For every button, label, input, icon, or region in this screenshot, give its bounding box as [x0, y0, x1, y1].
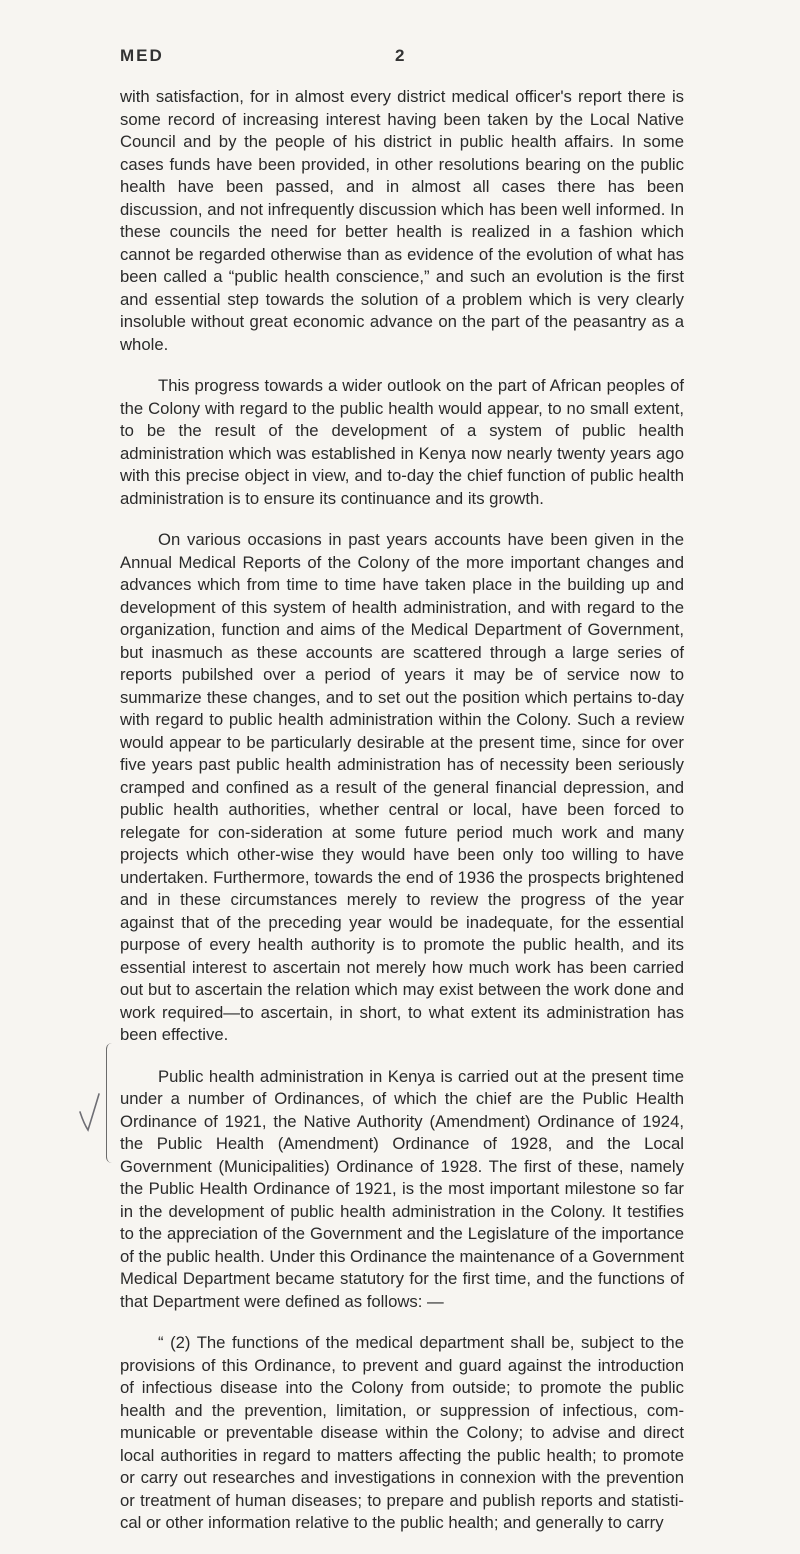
paragraph-annual-reports-review: On various occasions in past years accounts have been given in the Annual Medical Reports of the Colony of the more important changes and advances which from time to time have taken place in the building up and development of this system of health administration, and with regard to the organization, function and aims of the Medical Department of Government, but inasmuch as these accounts are scattered through a large series of reports pubilshed over a period of years it may be of service now to summarize these changes, and to set out the position which pertains to-day with regard to public health administration within the Colony. Such a review would appear to be particularly desirable at the present time, since for over five years past public health administration has of necessity been seriously cramped and confined as a result of the general financial depression, and public health authorities, whether central or local, have been forced to relegate for con-sideration at some future period much work and many projects which other-wise they would have been only too willing to have undertaken. Furthermore, towards the end of 1936 the prospects brightened and in these circumstances merely to review the progress of the year against that of the preceding year would be inadequate, for the essential purpose of every health authority is to promote the public health, and its essential interest to ascertain not merely how much work has been carried out but to ascertain the relation which may exist between the work done and work required—to ascertain, in short, to what extent its administration has been effective.: [120, 530, 684, 1044]
page-number: 2: [395, 46, 405, 65]
paragraph-progress-outlook: This progress towards a wider outlook on the part of African peoples of the Colony with regard to the public health would appear, to no small extent, to be the result of the development of a system of public health administration which was established in Kenya now nearly twenty years ago with this precise object in view, and to-day the chief function of public health administration is to ensure its continuance and its growth.: [120, 376, 684, 508]
page-header: [120, 46, 680, 72]
paragraph-quoted-functions: “ (2) The functions of the medical department shall be, subject to the provisions of this Ordinance, to prevent and guard against the introduction of infectious disease into the Colony from outside; to promote the public health and the prevention, limitation, or suppression of infectious, com-municable or preventable disease within the Colony; to advise and direct local authorities in regard to matters affecting the public health; to promote or carry out researches and investigations in connexion with the prevention or treatment of human diseases; to prepare and publish reports and statisti-cal or other information relative to the public health; and generally to carry: [120, 1333, 684, 1532]
paragraph-native-councils: with satisfaction, for in almost every district medical officer's report there is some record of increasing interest having been taken by the Local Native Council and by the people of his district in public health affairs. In some cases funds have been provided, in other resolutions bearing on the public health have been passed, and in almost all cases there has been discussion, and not infrequently discussion which has been well informed. In these councils the need for better health is realized in a fashion which cannot be regarded otherwise than as evidence of the evolution of what has been called a “public health conscience,” and such an evolution is the first and essential step towards the solution of a problem which is very clearly insoluble without great economic advance on the part of the peasantry as a whole.: [120, 87, 684, 354]
paragraph-ordinances: Public health administration in Kenya is carried out at the present time under a number of Ordinances, of which the chief are the Public Health Ordinance of 1921, the Native Authority (Amendment) Ordinance of 1924, the Public Health (Amendment) Ordinance of 1928, and the Local Government (Municipalities) Ordinance of 1928. The first of these, namely the Public Health Ordinance of 1921, is the most important milestone so far in the development of public health administration in the Colony. It testifies to the appreciation of the Government and the Legislature of the importance of the public health. Under this Ordinance the maintenance of a Government Medical Department became statutory for the first time, and the functions of that Department were defined as follows: —: [120, 1066, 685, 1311]
margin-bracket-mark: [106, 1043, 115, 1163]
report-body: [120, 86, 684, 1554]
margin-tick-icon: [78, 1090, 102, 1134]
department-code: MED: [120, 46, 164, 65]
